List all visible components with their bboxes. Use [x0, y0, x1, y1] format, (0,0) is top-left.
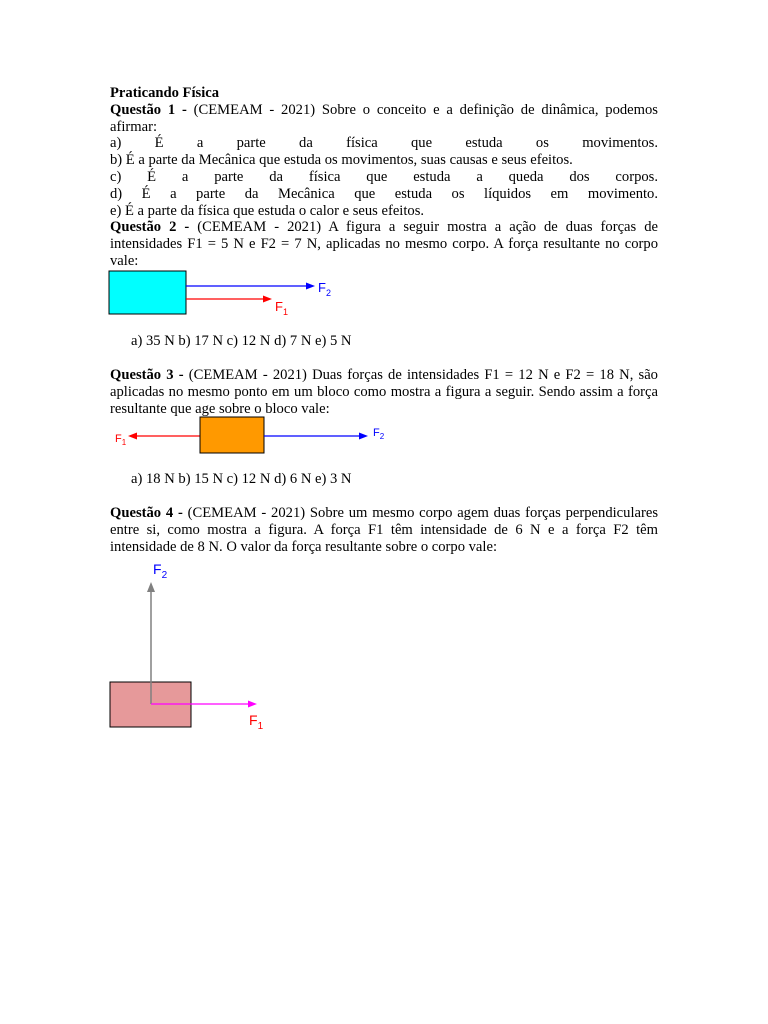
- document-body: [110, 85, 658, 270]
- q4-figure: [108, 558, 278, 736]
- q4-f2-arrowhead: [147, 582, 155, 592]
- q4-stem-text: (CEMEAM - 2021) Sobre um mesmo corpo agem duas forças perpendiculares entre si, como mostra a figura. A força F1 têm intensidade de 6 N e a força F2 têm intensidade de 8 N. O valor da força resultante sobre o corpo vale:: [110, 505, 658, 555]
- q2-figure: [108, 268, 338, 320]
- q4-label: Questão 4 -: [110, 505, 183, 521]
- q3-label: Questão 3 -: [110, 367, 184, 383]
- q2-block: [109, 271, 186, 314]
- page-title: Praticando Física: [110, 85, 220, 101]
- q3-block: [200, 417, 264, 453]
- q4-stem: [110, 505, 658, 555]
- q4-f2-label: $F_2$: [153, 561, 168, 581]
- q2-stem: [110, 219, 658, 269]
- q2-f1-label: $F_1$: [275, 299, 288, 317]
- q3-f2-arrowhead: [359, 433, 368, 440]
- q3-answers: a) 18 N b) 15 N c) 12 N d) 6 N e) 3 N: [131, 471, 352, 487]
- q2-f2-label: $F_2$: [318, 280, 331, 298]
- q2-stem-text: (CEMEAM - 2021) A figura a seguir mostra a ação de duas forças de intensidades F1 = 5 N e F2 = 7 N, aplicadas no mesmo corpo. A força resultante no corpo vale:: [110, 219, 658, 269]
- q2-label: Questão 2 -: [110, 219, 190, 236]
- q3-f2-label: $F_2$: [373, 427, 385, 441]
- q1-option-e: e) É a parte da física que estuda o calor e seus efeitos.: [110, 202, 425, 219]
- q3-f1-label: $F_1$: [115, 433, 127, 447]
- q3-figure: [110, 414, 390, 458]
- q1-label: Questão 1 -: [110, 101, 187, 118]
- q4-f1-label: $F_1$: [249, 712, 264, 732]
- q1-stem: [110, 102, 658, 136]
- q1-option-a: a) É a parte da física que estuda os movimentos.: [110, 135, 658, 152]
- q3-stem-text: (CEMEAM - 2021) Duas forças de intensidades F1 = 12 N e F2 = 18 N, são aplicadas no mesmo ponto em um bloco como mostra a figura a seguir. Sendo assim a força resultante que age sobre o bloco vale:: [110, 367, 658, 417]
- q2-answers: a) 35 N b) 17 N c) 12 N d) 7 N e) 5 N: [131, 333, 352, 349]
- q3-f1-arrowhead: [128, 433, 137, 440]
- q1-stem-text: (CEMEAM - 2021) Sobre o conceito e a definição de dinâmica, podemos afirmar:: [110, 101, 658, 135]
- q4-f1-arrowhead: [248, 701, 257, 708]
- q2-f1-arrowhead: [263, 296, 272, 303]
- q1-option-b: b) É a parte da Mecânica que estuda os movimentos, suas causas e seus efeitos.: [110, 152, 573, 169]
- q3-stem: [110, 367, 658, 417]
- q1-option-d: d) É a parte da Mecânica que estuda os líquidos em movimento.: [110, 185, 658, 202]
- q1-option-c: c) É a parte da física que estuda a queda dos corpos.: [110, 168, 658, 185]
- q2-f2-arrowhead: [306, 283, 315, 290]
